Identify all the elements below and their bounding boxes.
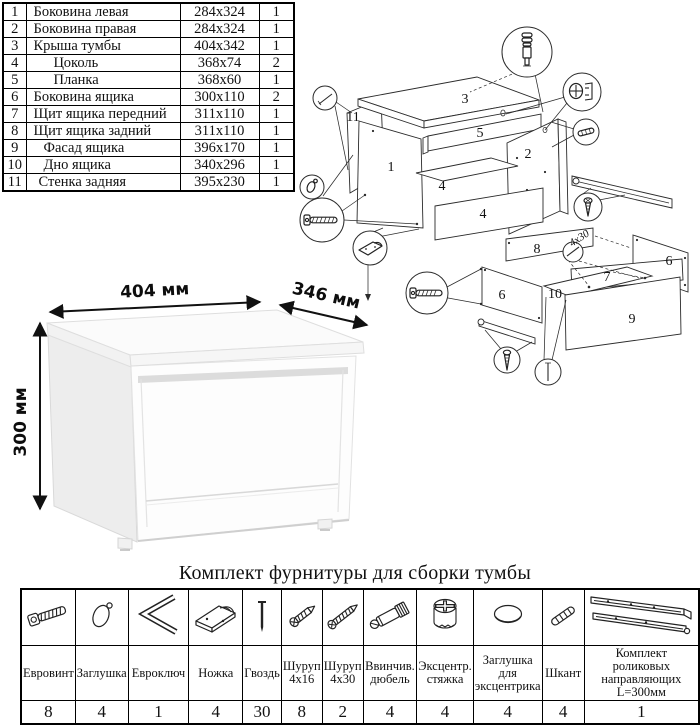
screw-in-dowel-icon [365,591,415,639]
part-label: 4 [438,179,446,194]
part-size: 396x170 [180,140,259,157]
part-label: 3 [461,92,469,107]
kit-qty-row [21,701,699,725]
part-label: 7 [603,270,611,285]
part-name: Крыша тумбы [26,38,180,55]
part-name: Боковина ящика [26,89,180,106]
part-number: 2 [3,21,26,38]
kit-item-label: Ножка [189,646,243,701]
eccentric-cap-icon [476,591,540,639]
table-row [3,72,294,89]
kit-item-label: Заглушка для эксцентрика [473,646,542,701]
table-row [3,38,294,55]
part-qty: 1 [259,140,294,157]
cabinet-front [131,356,356,541]
part-number: 9 [3,140,26,157]
part-qty: 1 [259,21,294,38]
table-row [3,106,294,123]
plinth-upper [416,158,518,181]
screw-size-note: 4x30 [567,227,592,250]
kit-item-qty: 30 [243,701,282,725]
part-size: 368x60 [180,72,259,89]
nail-icon [245,591,279,639]
part-qty: 1 [259,157,294,174]
cabinet-render [0,272,380,567]
cabinet-foot [118,538,132,549]
part-label: 5 [476,126,484,141]
part-name: Боковина левая [26,3,180,21]
cabinet-body [47,310,364,550]
drawer-side-left [482,267,542,323]
kit-item-qty: 8 [281,701,322,725]
part-qty: 1 [259,123,294,140]
cabinet-left-side [48,334,137,542]
carcass-panels [347,77,568,240]
kit-icons-row [21,589,699,646]
part-label: 2 [524,147,532,162]
part-name: Дно ящика [26,157,180,174]
width-dimension: 404 мм [119,279,190,303]
part-name: Стенка задняя [26,174,180,192]
part-qty: 2 [259,55,294,72]
kit-item-label: Гвоздь [243,646,282,701]
part-name: Щит ящика задний [26,123,180,140]
part-number: 7 [3,106,26,123]
part-qty: 1 [259,106,294,123]
wood-dowel-icon [544,591,582,639]
part-size: 311x110 [180,106,259,123]
part-number: 10 [3,157,26,174]
confirmat-screw-icon [24,590,72,640]
kit-item-label: Комплект роликовых направляющих L=300мм [584,646,699,701]
kit-item-label: Заглушка [75,646,128,701]
part-name: Цоколь [26,55,180,72]
part-number: 5 [3,72,26,89]
kit-item-qty: 1 [128,701,189,725]
roller-guides-icon [586,590,696,640]
part-qty: 1 [259,38,294,55]
eccentric-cam-icon [421,591,469,639]
hardware-kit-table [20,588,700,725]
part-name: Фасад ящика [26,140,180,157]
part-qty: 1 [259,72,294,89]
part-label: 9 [628,312,636,327]
part-size: 311x110 [180,123,259,140]
table-row [3,3,294,21]
table-row [3,174,294,192]
screw-4x30-icon [324,591,362,639]
part-label: 11 [346,110,360,125]
table-row [3,21,294,38]
hex-key-icon [130,590,186,640]
kit-item-qty: 2 [322,701,363,725]
kit-item-qty: 4 [542,701,584,725]
nail-callout [313,86,337,110]
part-size: 404x342 [180,38,259,55]
table-row [3,55,294,72]
kit-item-qty: 4 [417,701,473,725]
part-name: Планка [26,72,180,89]
part-size: 300x110 [180,89,259,106]
kit-item-qty: 4 [473,701,542,725]
part-qty: 1 [259,3,294,21]
depth-dimension: 346 мм [290,278,363,314]
part-number: 4 [3,55,26,72]
part-size: 284x324 [180,21,259,38]
kit-item-qty: 1 [584,701,699,725]
kit-item-qty: 8 [21,701,75,725]
part-size: 368x74 [180,55,259,72]
part-label: 6 [665,254,673,269]
part-size: 284x324 [180,3,259,21]
part-label: 6 [498,288,506,303]
part-qty: 1 [259,174,294,192]
plinth-lower [435,188,543,240]
kit-item-qty: 4 [189,701,243,725]
kit-item-qty: 4 [75,701,128,725]
kit-labels-row [21,646,699,701]
kit-item-label: Евроключ [128,646,189,701]
part-number: 1 [3,3,26,21]
kit-item-qty: 4 [363,701,417,725]
part-name: Щит ящика передний [26,106,180,123]
table-row [3,157,294,174]
part-name: Боковина правая [26,21,180,38]
width-arrow [50,302,260,312]
kit-item-label: Шкант [542,646,584,701]
screw-4x16-icon [285,591,319,639]
part-label: 1 [387,160,395,175]
kit-item-label: Шуруп 4x30 [322,646,363,701]
height-dimension: 300 мм [11,387,31,457]
part-number: 8 [3,123,26,140]
table-row [3,140,294,157]
kit-item-label: Эксцентр. стяжка [417,646,473,701]
part-label: 4 [479,207,487,222]
part-label: 10 [548,287,562,302]
part-label: 8 [533,242,541,257]
kit-title: Комплект фурнитуры для сборки тумбы [178,562,532,584]
rail-bottom [479,320,535,344]
parts-table [2,2,295,192]
cap-icon [81,590,123,640]
kit-item-label: Евровинт [21,646,75,701]
part-number: 6 [3,89,26,106]
part-size: 395x230 [180,174,259,192]
part-number: 3 [3,38,26,55]
table-row [3,123,294,140]
part-size: 340x296 [180,157,259,174]
kit-item-label: Ввинчив. дюбель [363,646,417,701]
part-number: 11 [3,174,26,192]
part-qty: 2 [259,89,294,106]
cabinet-foot [318,519,332,529]
foot-icon [191,591,241,639]
table-row [3,89,294,106]
kit-item-label: Шуруп 4x16 [281,646,322,701]
